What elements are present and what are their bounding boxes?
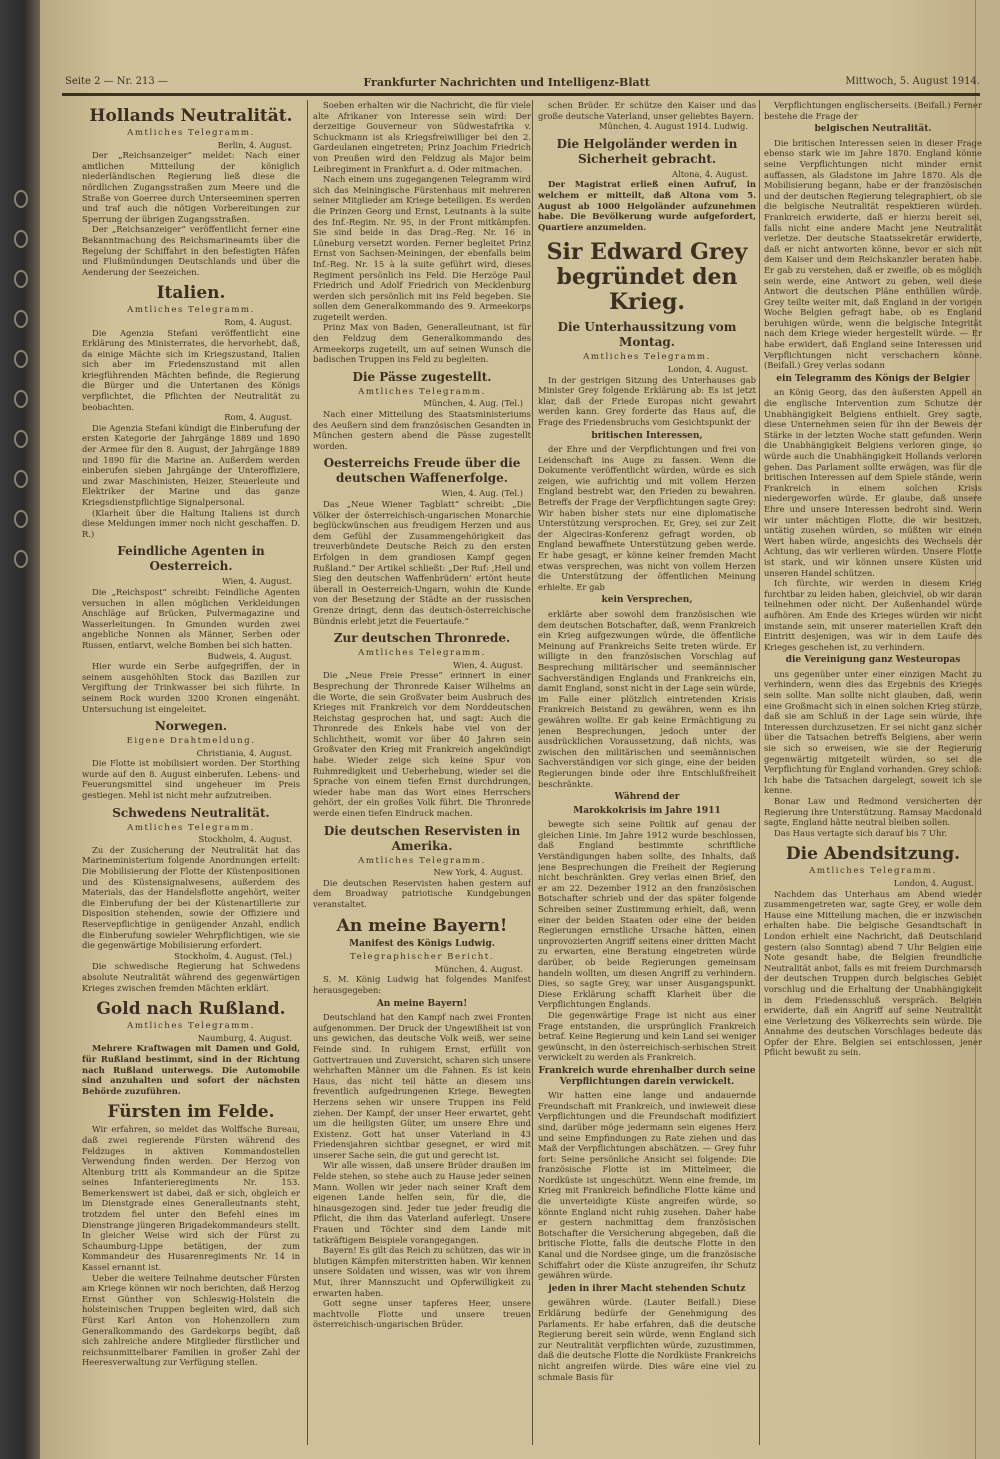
paragraph: Wir alle wissen, daß unsere Brüder draußen im Felde stehen, so stehe auch zu Hause jeder seinen Mann. Wollen wir jeder nach seiner Kraft dem eigenen Lande helfen sein, für die, die hinausgezogen sind. Jeder tue jeder freudig die Pflicht, die ihm das Vaterland auferlegt. Unsere Frauen und Töchter sind dem Lande mit tatkräftigem Beispiele vorangegangen.	[313, 1160, 531, 1245]
paragraph: Hier wurde ein Serbe aufgegriffen, der in seinem ausgehöhlten Stock das Bazillen zur Vergiftung der Trinkwasser bei sich führte. In seinem Rock wurden 3200 Kronen eingenäht. Untersuchung ist eingeleitet.	[82, 661, 300, 714]
column-divider	[532, 100, 533, 1445]
subheadline: Zur deutschen Thronrede.	[333, 631, 511, 646]
section-heading: Marokkokrisis im Jahre 1911	[573, 805, 721, 816]
subheadline: Die Pässe zugestellt.	[352, 369, 492, 384]
dateline-label: Amtliches Telegramm.	[358, 855, 486, 866]
paragraph: Das „Neue Wiener Tagblatt“ schreibt: „Die Völker der österreichisch-ungarischen Monarchie beglückwünschen aus freudigem Herzen und aus dem Gefühl der Zusammengehörigkeit das treuverbündete Deutsche Reich zu den ersten Erfolgen in dem grandiosen Kampf gegen Rußland.“ Der Artikel schließt: „Der Ruf: ‚Heil und Sieg den deutschen Waffenbrüdern‘ ertönt heute überall in Oesterreich-Ungarn, wohin die Kunde von der Besetzung der Städte an der russischen Grenze dringt, denn das deutsch-österreichische Bündnis erlebt jetzt die Feuertaufe.“	[313, 499, 531, 626]
paragraph: Die Agenzia Stefani veröffentlicht eine Erklärung des Ministerrates, die hervorhebt, daß, da einige Mächte sich im Kriegszustand, Italien sich aber im Friedenszustand mit allen kriegführenden Mächten befinde, die Regierung die Bürger und die Untertanen des Königs verpflichtet, die Pflichten der Neutralität zu beobachten.	[82, 327, 300, 412]
dateline: London, 4. August.	[893, 877, 974, 888]
paragraph: Die schwedische Regierung hat Schwedens absolute Neutralität während des gegenwärtigen Krieges zwischen fremden Mächten erklärt.	[82, 961, 300, 993]
dateline: Rom, 4. August.	[224, 316, 292, 327]
header-rule	[62, 93, 980, 96]
dateline: Rom, 4. August.	[224, 412, 292, 423]
headline-large: Sir Edward Grey begründet den Krieg.	[546, 239, 748, 316]
paragraph: Verpflichtungen englischerseits. (Beifall.) Ferner bestehe die Frage der	[764, 100, 982, 121]
subheadline: Die Helgoländer werden in Sicherheit gebracht.	[556, 136, 738, 166]
dateline: Budweis, 4. August.	[207, 650, 292, 661]
paragraph: Bayern! Es gilt das Reich zu schützen, das wir in blutigen Kämpfen miterstritten haben. Wir kennen unsere Soldaten und wissen, was wir von ihrem Mut, ihrer Mannszucht und Opferwilligkeit zu erwarten haben.	[313, 1245, 531, 1298]
paragraph: Das Haus vertagte sich darauf bis 7 Uhr.	[774, 827, 948, 838]
dateline-label: Eigene Drahtmeldung.	[126, 736, 256, 747]
dateline-label: Amtliches Telegramm.	[127, 822, 255, 833]
dateline: Stockholm, 4. August.	[198, 834, 292, 845]
paragraph: Die „Neue Freie Presse“ erinnert in einer Besprechung der Thronrede Kaiser Wilhelms an die Worte, die sein Großvater beim Ausbruch des Krieges mit Frankreich vor dem Norddeutschen Reichstag gesprochen hat, und sagt: Auch die Thronrede des Enkels habe viel von der Schlichtheit, womit vor über 40 Jahren sein Großvater den Krieg mit Frankreich angekündigt habe. Wieder zeige sich keine Spur von Ruhmredigkeit und Ueberhebung, wieder sei die Sprache von einem tiefen Ernst durchdrungen, wieder habe man das Wort eines Herrschers gehört, der ein großes Volk führt. Die Thronrede werde einen tiefen Eindruck machen.	[313, 670, 531, 819]
paragraph: Nachdem das Unterhaus am Abend wieder zusammengetreten war, sagte Grey, er wolle dem Hause eine Mitteilung machen, die er inzwischen erhalten habe. Die belgische Gesandtschaft in London erhielt eine Nachricht, daß Deutschland gestern (also Sonntag) abend 7 Uhr Belgien eine Note gesandt habe, die Belgien freundliche Neutralität anbot, falls es mit freiem Durchmarsch der deutschen Truppen durch belgisches Gebiet vorschlug und die Erhaltung der Unabhängigkeit in dem Friedensschluß verspräch. Belgien erwiderte, daß ein Angriff auf seine Neutralität eine Verletzung des Völkerrechts sein würde. Die Annahme des deutschen Vorschlages bedeute das Opfer der Ehre. Belgien sei entschlossen, jener Pflicht bewußt zu sein.	[764, 888, 982, 1058]
section-heading: jeden in ihrer Macht stehenden Schutz	[548, 1283, 746, 1294]
paragraph: Die gegenwärtige Frage ist nicht aus einer Frage entstanden, die ursprünglich Frankreich betraf. Keine Regierung und kein Land sei weniger gewünscht, in den österreichisch-serbischen Streit verwickelt zu werden als Frankreich.	[538, 1009, 756, 1063]
paragraph: Nach einem uns zugegangenen Telegramm wird sich das Meiningische Fürstenhaus mit mehreren seiner Mitglieder am Kriege beteiligen. Es werden die Prinzen Georg und Ernst, Leutnants à la suite des Inf.-Regim. Nr. 95, in der Front mitkämpfen. Sie sind beide in das Drag.-Reg. Nr. 16 in Lüneburg versetzt worden. Ferner begleitet Prinz Ernst von Sachsen-Meiningen, der ebenfalls beim Inf.-Reg. Nr. 15 à la suite geführt wird, dieses Regiment persönlich ins Feld. Die Herzöge Paul Friedrich und Adolf Friedrich von Mecklenburg werden sich persönlich mit ins Feld begeben. Sie sollen dem Generalkommando des 9. Armeekorps zugeteilt werden.	[313, 174, 531, 322]
subheadline: Norwegen.	[154, 719, 228, 734]
issue-date: Mittwoch, 5. August 1914.	[845, 76, 980, 87]
subheadline: Schwedens Neutralität.	[112, 805, 270, 820]
dateline: Stockholm, 4. August. (Tel.)	[174, 950, 292, 961]
section-heading: ein Telegramm des Königs der Belgier	[776, 373, 970, 384]
paragraph: der Ehre und der Verpflichtungen und frei von Leidenschaft ins Auge zu fassen. Wenn die Dokumente veröffentlicht würden, würde es sich zeigen, wie aufrichtig und mit vollem Herzen England bestrebt war, den Frieden zu bewahren. Betreffs der Frage der Verpflichtungen sagte Grey: Wir haben bisher stets nur eine diplomatische Unterstützung versprochen. Er, Grey, sei zur Zeit der Algeciras-Konferenz gefragt worden, ob England bewaffnete Unterstützung geben werde. Er habe gesagt, er könne keiner fremden Macht etwas versprechen, was nicht von vollem Herzen die Unterstützung der öffentlichen Meinung erhielte. Er gab	[538, 444, 756, 592]
paragraph: Ich fürchte, wir werden in diesem Krieg furchtbar zu leiden haben, gleichviel, ob wir daran teilnehmen oder nicht. Der Außenhandel würde aufhören. Am Ende des Krieges würden wir nicht imstande sein, mit unserer materiellen Kraft den Eintritt desjenigen, was wir in dem Laufe des Krieges geschehen ist, zu verhindern.	[764, 578, 982, 652]
section-heading: kein Versprechen,	[601, 595, 693, 606]
page-header	[65, 76, 980, 89]
page-number: Seite 2 — Nr. 213 —	[65, 76, 168, 87]
dateline-label: Amtliches Telegramm.	[358, 648, 486, 659]
headline: Die Abendsitzung.	[785, 844, 961, 865]
paragraph: Nach einer Mitteilung des Staatsministeriums des Aeußern sind dem französischen Gesandten in München gestern abend die Pässe zugestellt worden.	[313, 409, 531, 451]
dateline: Berlin, 4. August.	[217, 139, 292, 150]
dateline: Naumburg, 4. August.	[197, 1032, 292, 1043]
paragraph: Mehrere Kraftwagen mit Damen und Gold, für Rußland bestimmt, sind in der Richtung nach Rußland unterwegs. Die Automobile sind anzuhalten und sofort der nächsten Behörde zuzuführen.	[82, 1043, 300, 1096]
paragraph: (Klarheit über die Haltung Italiens ist durch diese Meldungen immer noch nicht geschaffen. D. R.)	[82, 507, 300, 539]
dateline-label: Amtliches Telegramm.	[127, 305, 255, 316]
section-heading: An meine Bayern!	[376, 998, 468, 1009]
dateline-label: Amtliches Telegramm.	[809, 866, 937, 877]
paragraph: Gott segne unser tapferes Heer, unsere machtvolle Flotte und unsere treuen österreichisch-ungarischen Brüder.	[313, 1298, 531, 1330]
dateline: München, 4. August 1914. Ludwig.	[598, 121, 748, 132]
subheadline: Die Unterhaussitzung vom Montag.	[557, 320, 737, 350]
dateline: London, 4. August.	[667, 363, 748, 374]
paragraph: schen Brüder. Er schütze den Kaiser und das große deutsche Vaterland, unser geliebtes Bayern.	[538, 100, 756, 121]
dateline: Wien, 4. Aug. (Tel.)	[441, 488, 523, 499]
paragraph: Die „Reichspost“ schreibt: Feindliche Agenten versuchen in allen möglichen Verkleidungen Anschläge auf Brücken, Pulvermagazine und Wasserleitungen. In Gmunden wurden zwei angebliche Nonnen als Männer, Serben oder Russen, entlarvt, welche Bomben bei sich hatten.	[82, 586, 300, 650]
paragraph: Wir erfahren, so meldet das Wolffsche Bureau, daß zwei regierende Fürsten während des Feldzuges in aktiven Kommandostellen Verwendung finden werden. Der Herzog von Altenburg tritt als Kommandeur an die Spitze seines Infanterieregiments Nr. 153. Bemerkenswert ist dabei, daß er sich, obgleich er im Dienstgrade eines Generalleutnants steht, trotzdem fiel unter den Befehl eines im Dienstrange jüngeren Brigadekommandeurs stellt. In gleicher Weise wird sich der Fürst zu Schaumburg-Lippe betätigen, der zum Kommandeur des Husarenregiments Nr. 14 in Kassel ernannt ist.	[82, 1124, 300, 1273]
column-3	[538, 100, 756, 1445]
column-4	[764, 100, 982, 1445]
subheadline: Feindliche Agenten in Oesterreich.	[117, 544, 265, 574]
paragraph: Die britischen Interessen seien in dieser Frage ebenso stark wie im Jahre 1870. England könne seine Verpflichtungen nicht minder ernst auffassen, als Gladstone im Jahre 1870. Als die Mobilisierung begann, habe er der französischen und der deutschen Regierung telegraphiert, ob sie die belgische Neutralität respektieren würden. Frankreich erwiderte, daß er hierzu bereit sei, falls nicht eine andere Macht jene Neutralität verletze. Der deutsche Staatssekretär erwiderte, daß er nicht antworten könne, bevor er sich mit dem Kaiser und dem Reichskanzler beraten habe. Er gab zu verstehen, daß er zweifle, ob es möglich sein werde, eine Antwort zu geben, weil diese Antwort die deutschen Pläne enthüllen würde. Grey teilte weiter mit, daß England in der vorigen Woche Belgien gefragt habe, ob es England beruhigen würde, wenn die belgische Integrität nach dem Kriege wieder hergestellt würde. — Er habe erwidert, daß England seine Interessen und Verpflichtungen nicht verschachern könne. (Beifall.) Grey verlas sodann	[764, 137, 982, 371]
column-divider	[307, 100, 308, 1445]
paragraph: Prinz Max von Baden, Generalleutnant, ist für den Feldzug dem Generalkommando des Armeekorps zugeteilt, um auf seinen Wunsch die badischen Truppen ins Feld zu begleiten.	[313, 322, 531, 365]
section-heading: Während der	[614, 792, 680, 803]
paragraph: Zu der Zusicherung der Neutralität hat das Marineministerium folgende Anordnungen erteilt: Die Mobilisierung der Flotte der Küstenpositionen und des Küstensignalwesens, außerdem des Materials, das der Handelsflotte angehört, weiter die Einberufung der bei der Küstenartillerie zur Disposition stehenden, sowie der Offiziere und Reservepflichtige in genügender Anzahl, endlich die Einberufung sowieler Wehrpflichtigen, wie sie die gegenwärtige Mobilisierung erfordert.	[82, 844, 300, 951]
dateline-label: Amtliches Telegramm.	[358, 386, 486, 397]
dateline: Wien, 4. August.	[453, 659, 523, 670]
paragraph: Soeben erhalten wir die Nachricht, die für viele alte Afrikaner von Interesse sein wird: Der derzeitige Gouverneur von Südwestafrika v. Schuckmann ist als Kriegsfreiwilliger bei den 2. Gardeulanen eingetreten; Prinz Joachim Friedrich von Preußen wird den Feldzug als Major beim Leibregiment in Frankfurt a. d. Oder mitmachen.	[313, 100, 531, 174]
dateline: New York, 4. August.	[433, 867, 523, 878]
paragraph: Der Magistrat erließ einen Aufruf, in welchem er mitteilt, daß Altona vom 5. August ab 1000 Helgoländer aufzunehmen habe. Die Bevölkerung wurde aufgefordert, Quartiere anzumelden.	[538, 179, 756, 232]
dateline: Altona, 4. August.	[671, 168, 748, 179]
dateline-label: Amtliches Telegramm.	[583, 352, 711, 363]
dateline: Christiania, 4. August.	[196, 747, 292, 758]
section-heading: belgischen Neutralität.	[814, 124, 932, 135]
paragraph: Die Agenzia Stefani kündigt die Einberufung der ersten Kategorie der Jahrgänge 1889 und 1890 der Armee für den 8. August, der Jahrgänge 1889 und 1890 für die Marine an. Außerdem werden einberufen sieben Jahrgänge der Unteroffiziere, und zwar Maschinisten, Heizer, Steuerleute und Elektriker der Marine und das ganze Kriegsdienstpflichtige Signalpersonal.	[82, 422, 300, 507]
subheadline: Die deutschen Reservisten in Amerika.	[323, 823, 521, 853]
column-2	[313, 100, 531, 1445]
paragraph: erklärte aber sowohl dem französischen wie dem deutschen Botschafter, daß, wenn Frankreich ein Krieg aufgezwungen würde, die öffentliche Meinung auf Frankreichs Seite treten würde. Er willigte in den französischen Vorschlag auf Besprechung militärischer und seemännischer Sachverständigen Englands und Frankreichs ein, damit England, sonst nicht in der Lage sein würde, im Falle einer plötzlich eintretenden Krisis Frankreich Beistand zu gewähren, wenn es ihn gewähren wollte. Er gab keine Ermächtigung zu jenen Besprechungen, jedoch unter der ausdrücklichen Voraussetzung, daß nichts, was zwischen den militärischen und seemännischen Sachverständigen vor sich ginge, eine der beiden Regierungen binde oder ihre Entschlußfreiheit beschränkte.	[538, 609, 756, 789]
paragraph: Deutschland hat den Kampf nach zwei Fronten aufgenommen. Der Druck der Ungewißheit ist von uns gewichen, das deutsche Volk weiß, wer seine Feinde sind. In ruhigem Ernst, erfüllt von Gottvertrauen und Zuversicht, scharen sich unsere wehrhaften Männer um die Fahnen. Es ist kein Haus, das nicht teil hätte an diesem uns freventlich aufgedrungenen Kriege. Bewegten Herzens sehen wir unsere Truppen ins Feld ziehen. Der Kampf, der unser Heer erwartet, geht um die heiligsten Güter, um unsere Ehre und Existenz. Gott hat unser Vaterland in 43 Friedensjahren sichtbar gesegnet, er wird mit unserer Sache sein, die gut und gerecht ist.	[313, 1012, 531, 1160]
dateline-label: Amtliches Telegramm.	[127, 128, 255, 138]
paragraph: Die deutschen Reservisten haben gestern auf dem Broadway patriotische Kundgebungen veranstaltet.	[313, 877, 531, 909]
headline: Italien.	[156, 283, 226, 304]
paragraph: bewegte sich seine Politik auf genau der gleichen Linie. Im Jahre 1912 wurde beschlossen, daß England bestimmte schriftliche Verständigungen haben sollte, des Inhalts, daß jene Besprechungen die Freiheit der Regierung nicht beschränkten. Grey verlas einen Brief, den er am 22. Dezember 1912 an den französischen Botschafter schrieb und der das später folgende Schreiben seiner Zustimmung erhielt, daß, wenn einer der beiden Staaten oder eine der beiden Regierungen ernstliche Ursache hätten, einen unprovozierten Angriff seitens einer dritten Macht zu erwarten, eine Beratung eingetreten würde darüber, ob beide Regierungen gemeinsam handeln wollten, um diesen Angriff zu verhindern. Dies, so sagte Grey, war unser Ausgangspunkt. Diese Erklärung schafft Klarheit über die Verpflichtungen Englands.	[538, 819, 756, 1010]
paragraph: uns gegenüber unter einer einzigen Macht zu verhindern, wenn dies das Ergebnis des Krieges sein sollte. Man sollte nicht glauben, daß, wenn eine Großmacht sich in einen solchen Krieg stürze, daß sie am Schluß in der Lage sein würde, ihre Interessen durchzusetzen. Er sei nicht ganz sicher über die Tatsachen betreffs Belgiens, aber wenn sie sich so erweisen, wie sie der Regierung gegenwärtig mitgeteilt würden, so sei die Verpflichtung für England vorhanden. Grey schloß: Ich habe die Tatsachen dargelegt, soweit ich sie kenne.	[764, 668, 982, 796]
paragraph: Wir hatten eine lange und andauernde Freundschaft mit Frankreich, und inwieweit diese Verpflichtungen und die Freundschaft modifiziert sind, darüber möge jedermann sein eigenes Herz und seine Empfindungen zu Rate ziehen und das Maß der Verpflichtungen abschätzen. — Grey fuhr fort: Seine persönliche Ansicht sei folgende: Die französische Flotte ist im Mittelmeer, die Nordküste ist ungeschützt. Wenn eine fremde, im Krieg mit Frankreich befindliche Flotte käme und die unverteidigte Küste angreifen würde, so könnte England nicht ruhig zusehen. Daher habe er gestern nachmittag dem französischen Botschafter die Versicherung abgegeben, daß die britische Flotte, falls die deutsche Flotte in den Kanal und die Nordsee ginge, um die französische Schiffahrt oder die Küste anzugreifen, ihr Schutz gewähren würde.	[538, 1090, 756, 1281]
paragraph: S. M. König Ludwig hat folgendes Manifest herausgegeben:	[313, 974, 531, 995]
subheadline: Oesterreichs Freude über die deutschen Waffenerfolge.	[323, 456, 521, 486]
column-1	[82, 100, 300, 1445]
section-heading: britischen Interessen,	[591, 430, 703, 441]
paragraph: Der „Reichsanzeiger“ meldet: Nach einer amtlichen Mitteilung der königlich niederländischen Regierung ließ diese die nördlichen Zugangsstraßen zum Meere und die Straße von Goerree durch Unterseeminen sperren und traf auch die nötigen Vorbereitungen zur Sperrung der übrigen Zugangsstraßen.	[82, 150, 300, 224]
book-binding	[0, 0, 40, 1459]
paragraph: Der „Reichsanzeiger“ veröffentlicht ferner eine Bekanntmachung des Reichsmarineamts über die Regelung der Schiffahrt in den befestigten Häfen und Flußmündungen Deutschlands und über die Aenderung der Seezeichen.	[82, 224, 300, 277]
dateline-label: Telegraphischer Bericht.	[350, 952, 494, 963]
dateline: Wien, 4. August.	[222, 576, 292, 587]
column-divider	[759, 100, 760, 1445]
headline: An meine Bayern!	[336, 915, 508, 936]
paragraph: an König Georg, das den äußersten Appell an die englische Intervention zum Schutze der Unabhängigkeit Belgiens enthielt. Grey sagte, diese Unternehmen seien für ihn der Beweis der Stärke in der letzten Woche statt gefunden. Wenn die Unabhängigkeit Belgiens verloren ginge, so würde auch die Unabhängigkeit Hollands verloren gehen. Das Parlament sollte erwägen, was für die britischen Interessen auf dem Spiele stände, wenn Frankreich in einem solchen Krisis niedergeworfen würde. Er glaube, daß unsere Ehre und unsere Interessen bedroht sind. Wenn wir unter mächtigen Flotte, die wir besitzen, untätig zusehen würden, so müßten wir einen Wert haben würde, angesichts des Wechsels der Achtung, das wir verlieren würden. Unsere Flotte ist stark, und wir können unsere Küsten und unseren Handel schützen.	[764, 387, 982, 578]
newspaper-title: Frankfurter Nachrichten und Intelligenz-Blatt	[363, 76, 650, 89]
section-heading: die Vereinigung ganz Westeuropas	[785, 655, 961, 666]
dateline: München, 4. Aug. (Tel.)	[423, 398, 523, 409]
paragraph: Die Flotte ist mobilisiert worden. Der Storthing wurde auf den 8. August einberufen. Lebens- und Feuerungsmittel sind ungeheuer im Preis gestiegen. Mehl ist nicht mehr aufzutreiben.	[82, 758, 300, 801]
paragraph: Bonar Law und Redmond versicherten der Regierung ihre Unterstützung. Ramsay Macdonald sagte, England hätte neutral bleiben sollen.	[764, 796, 982, 828]
headline: Gold nach Rußland.	[96, 999, 286, 1020]
section-heading: Manifest des Königs Ludwig.	[349, 938, 495, 949]
dateline-label: Amtliches Telegramm.	[127, 1021, 255, 1032]
headline: Hollands Neutralität.	[89, 106, 293, 126]
section-heading: Frankreich wurde ehrenhalber durch seine Verpflichtungen darein verwickelt.	[538, 1065, 756, 1087]
paragraph: Ueber die weitere Teilnahme deutscher Fürsten am Kriege können wir noch berichten, daß Herzog Ernst Günther von Schleswig-Holstein die holsteinischen Truppen begleiten wird, daß sich Fürst Karl Anton von Hohenzollern zum Generalkommando des Gardekorps begibt, daß sich zahlreiche andere Mitglieder fürstlicher und reichsunmittelbarer Familien in großer Zahl der Heeresverwaltung zur Verfügung stellen.	[82, 1272, 300, 1368]
paragraph: In der gestrigen Sitzung des Unterhauses gab Minister Grey folgende Erklärung ab: Es ist jetzt klar, daß der Friede Europas nicht gewahrt werden kann. Grey forderte das Haus auf, die Frage des Friedensbruchs vom Gesichtspunkt der	[538, 374, 756, 427]
paragraph: gewähren würde. (Lauter Beifall.) Diese Erklärung bedürfe der Genehmigung des Parlaments. Er habe erfahren, daß die deutsche Regierung bereit sein würde, wenn England sich zur Neutralität verpflichten würde, zuzustimmen, daß die deutsche Flotte die Nordküste Frankreichs nicht angreifen würde. Dies wäre eine viel zu schmale Basis für	[538, 1297, 756, 1382]
dateline: München, 4. August.	[434, 963, 523, 974]
headline: Fürsten im Felde.	[107, 1102, 275, 1123]
